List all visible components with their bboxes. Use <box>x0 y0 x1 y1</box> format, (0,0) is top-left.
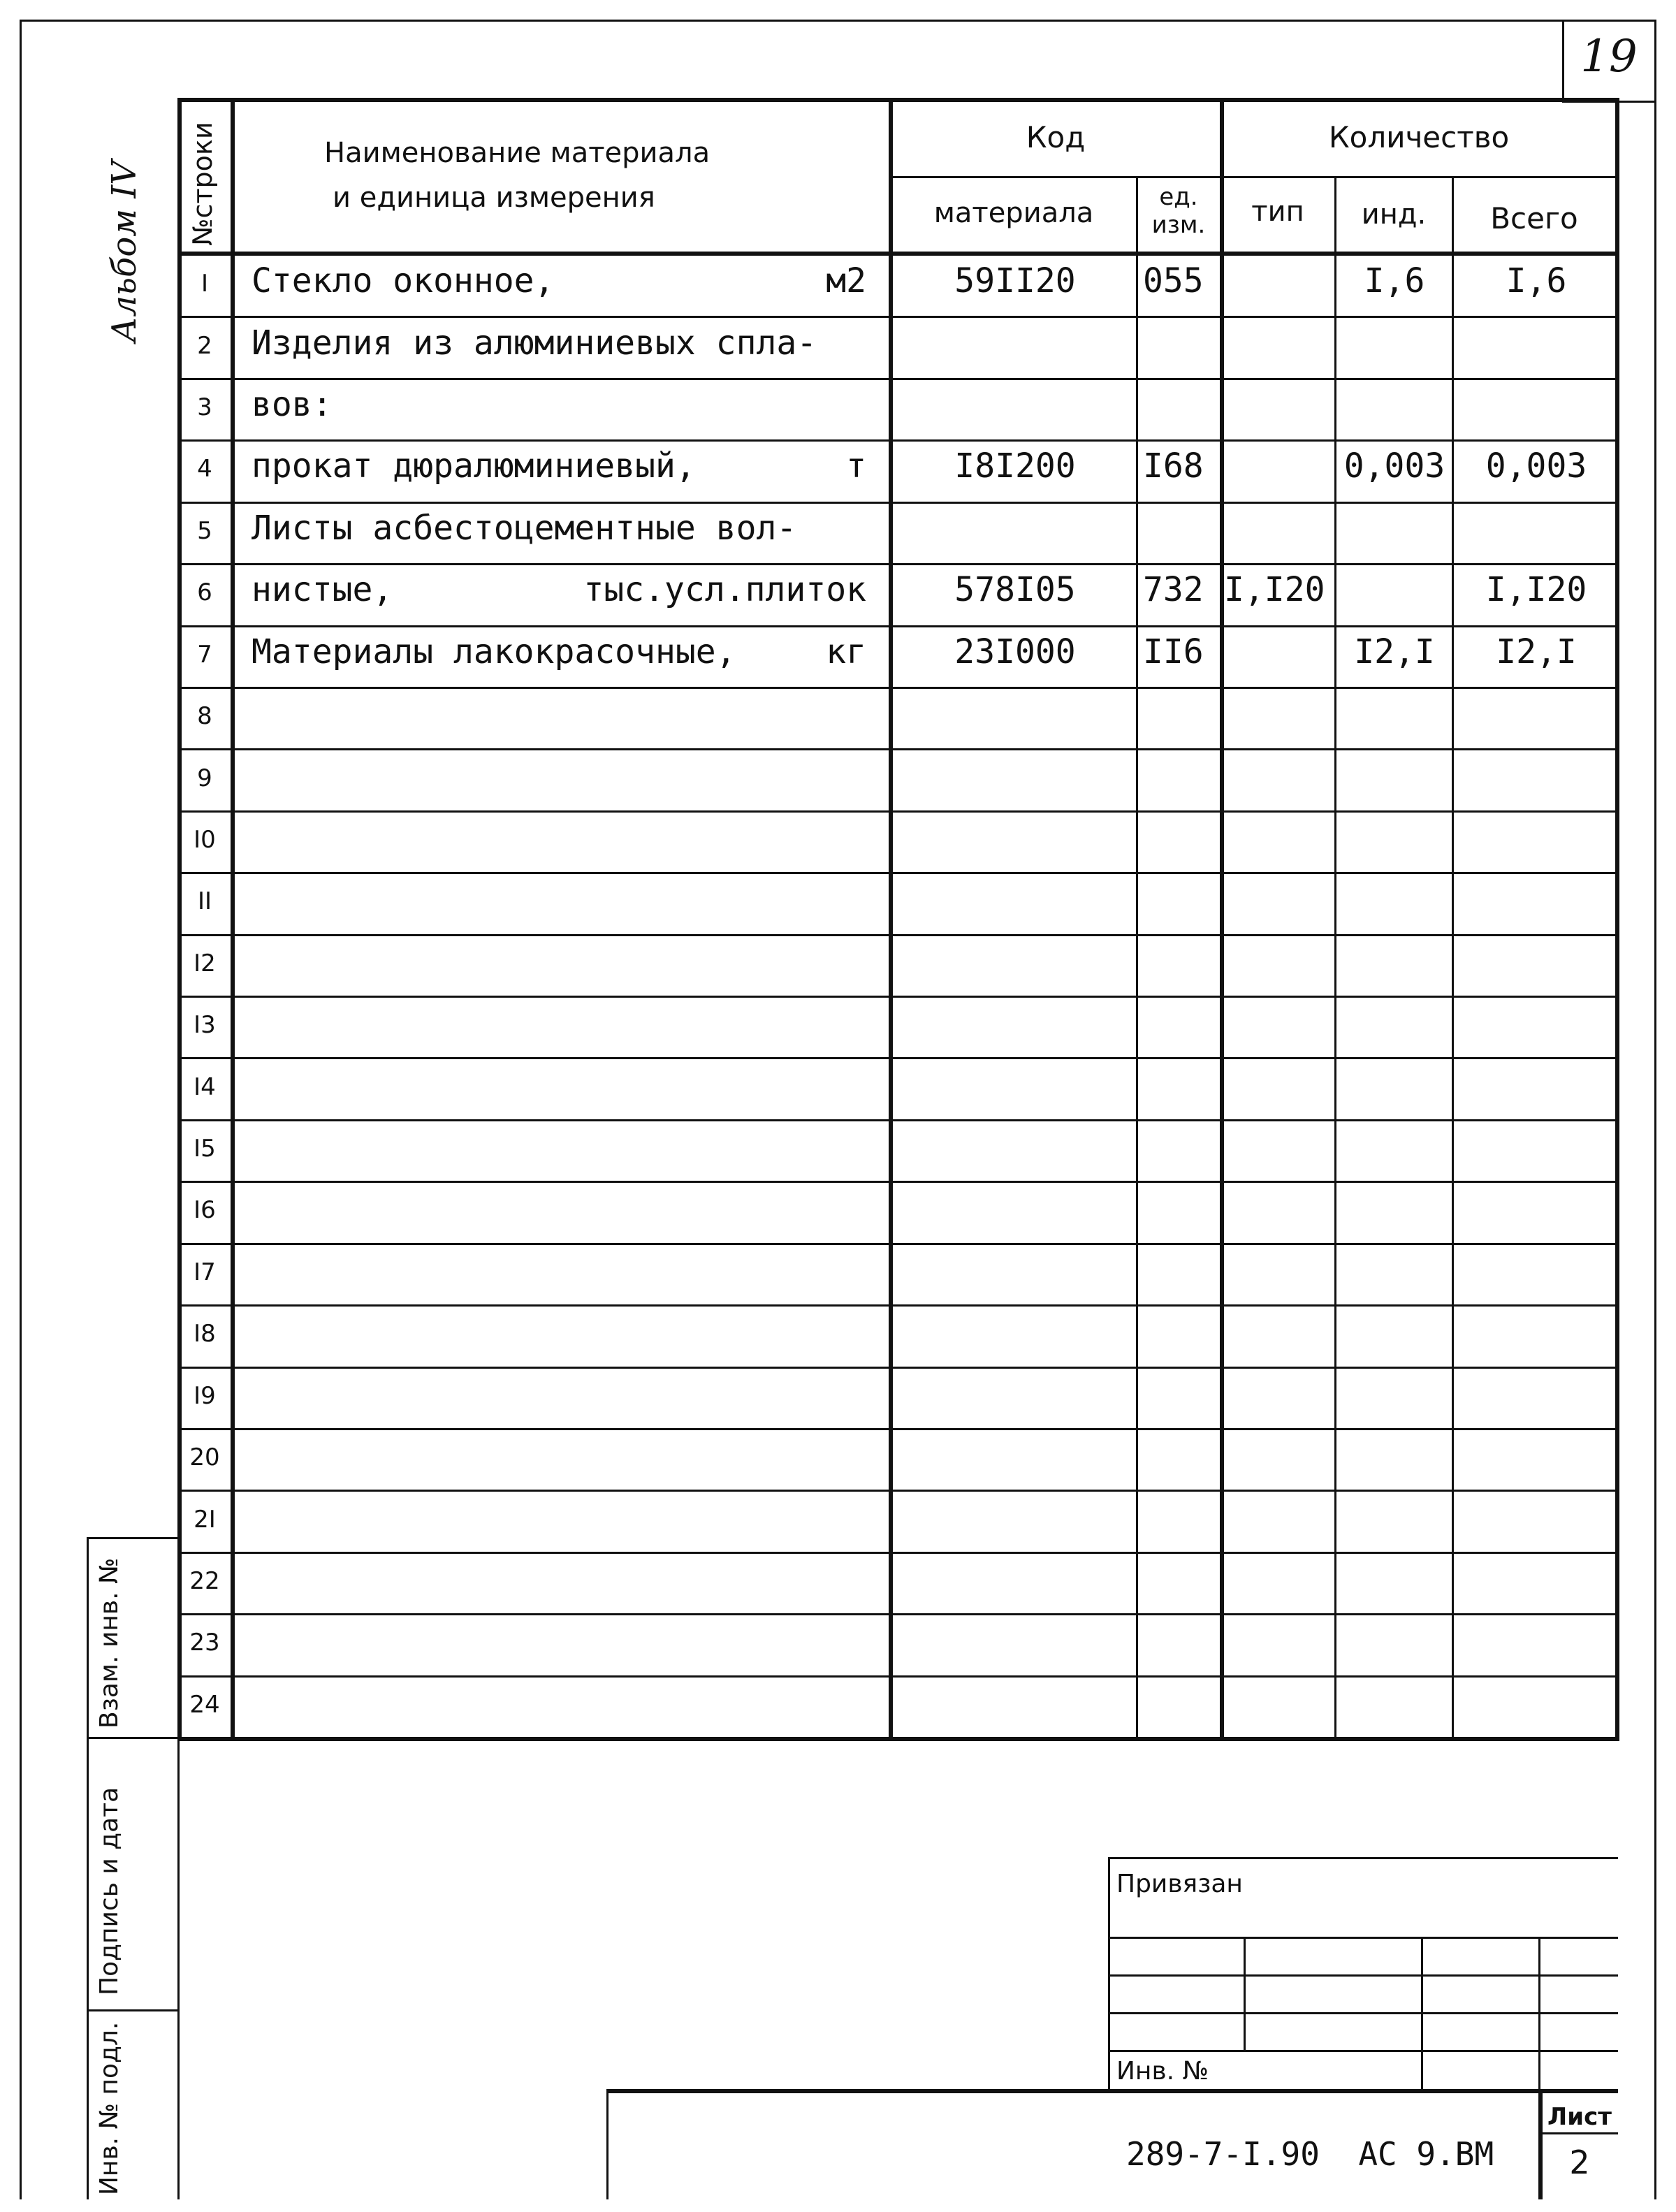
row-number: 23 <box>189 1629 220 1657</box>
col-divider-ind <box>1334 176 1336 1738</box>
row-number: I6 <box>194 1196 216 1224</box>
title-block-left <box>606 2089 609 2199</box>
row-separator <box>177 563 1618 565</box>
side-label-inv-orig: Инв. № подл. <box>95 2021 124 2195</box>
cell-total: 0,003 <box>1485 446 1587 486</box>
cell-total: I,6 <box>1506 261 1567 300</box>
cell-name: Материалы лакокрасочные, <box>252 632 736 671</box>
header-qty-type: тип <box>1251 196 1304 228</box>
cell-name: вов: <box>252 385 333 424</box>
row-number: I7 <box>194 1258 216 1286</box>
row-separator <box>177 934 1618 936</box>
header-unit-line1: ед. <box>1159 183 1198 211</box>
table-top-border <box>177 98 1619 102</box>
row-separator <box>177 687 1618 689</box>
cell-code: 578I05 <box>954 570 1076 609</box>
row-separator <box>177 502 1618 504</box>
stamp-row2 <box>1108 1974 1618 1977</box>
frame-left <box>20 20 22 2199</box>
row-number: I9 <box>194 1382 216 1410</box>
sheet-box-divider <box>1538 2132 1618 2134</box>
cell-code: 59II20 <box>954 261 1076 300</box>
row-number: 9 <box>197 764 212 792</box>
page-number: 19 <box>1580 31 1638 82</box>
row-number: 8 <box>197 702 212 730</box>
sheet-label: Лист <box>1547 2103 1612 2131</box>
cell-unit-code: II6 <box>1143 632 1204 671</box>
row-separator <box>177 810 1618 813</box>
row-separator <box>177 1367 1618 1369</box>
row-separator <box>177 1428 1618 1430</box>
album-note: Альбом IV <box>105 161 144 342</box>
row-number: 2I <box>194 1506 216 1534</box>
stamp-row1 <box>1108 1937 1618 1939</box>
row-separator <box>177 1490 1618 1492</box>
header-qty-total: Всего <box>1490 201 1578 235</box>
row-separator <box>177 1057 1618 1059</box>
row-separator <box>177 1304 1618 1307</box>
row-number: I8 <box>194 1320 216 1348</box>
header-name-line2: и единица измерения <box>333 182 655 214</box>
col-divider-unit <box>1136 176 1138 1738</box>
page-number-box-left <box>1562 20 1564 102</box>
frame-right <box>1654 20 1656 2199</box>
side-label-sign-date: Подпись и дата <box>95 1787 124 1995</box>
cell-unit: т <box>846 446 866 486</box>
sheet-number: 2 <box>1569 2144 1590 2181</box>
header-name-line1: Наименование материала <box>324 137 711 169</box>
stamp-col1 <box>1244 1937 1246 2050</box>
row-separator <box>177 748 1618 750</box>
row-separator <box>177 1119 1618 1121</box>
row-number: 4 <box>197 455 212 483</box>
stamp-linked-label: Привязан <box>1116 1870 1243 1898</box>
row-separator <box>177 1613 1618 1615</box>
row-number: I4 <box>194 1073 216 1101</box>
row-separator <box>177 439 1618 442</box>
row-number: I2 <box>194 949 216 977</box>
stamp-col2 <box>1421 1937 1423 2092</box>
row-number: 2 <box>197 332 212 360</box>
cell-unit: м2 <box>826 261 866 300</box>
cell-ind: I2,I <box>1354 632 1435 671</box>
cell-name: Изделия из алюминиевых спла- <box>252 323 817 363</box>
title-block-top <box>606 2089 1618 2093</box>
cell-name: прокат дюралюминиевый, <box>252 446 696 486</box>
header-qty-group: Количество <box>1328 120 1510 154</box>
header-code-group: Код <box>1026 120 1086 154</box>
stamp-row4 <box>1108 2050 1618 2052</box>
row-number: 20 <box>189 1443 220 1471</box>
row-number: 3 <box>197 393 212 421</box>
row-separator <box>177 378 1618 380</box>
table-bottom-border <box>177 1737 1619 1741</box>
table-right-border <box>1615 98 1619 1740</box>
row-separator <box>177 1243 1618 1245</box>
document-code: 289-7-I.90 АС 9.ВМ <box>1126 2135 1494 2173</box>
side-label-replace-inv: Взам. инв. № <box>95 1557 124 1729</box>
row-number: 22 <box>189 1567 220 1595</box>
row-separator <box>177 996 1618 998</box>
cell-unit: тыс.усл.плиток <box>583 570 866 609</box>
row-separator <box>177 1181 1618 1183</box>
cell-unit-code: 055 <box>1143 261 1204 300</box>
row-number: I3 <box>194 1011 216 1039</box>
binding-strip-right <box>177 1537 180 2199</box>
row-number: 24 <box>189 1691 220 1719</box>
header-row-no: №строки <box>187 122 218 246</box>
binding-strip-mid <box>87 1537 89 2199</box>
row-separator <box>177 316 1618 318</box>
binding-strip-top <box>87 1537 179 1539</box>
row-number: 6 <box>197 579 212 606</box>
stamp-top <box>1108 1857 1618 1859</box>
row-number: I0 <box>194 826 216 854</box>
header-qty-ind: инд. <box>1361 198 1427 231</box>
row-number: 7 <box>197 641 212 669</box>
cell-code: 23I000 <box>954 632 1076 671</box>
header-subdivider <box>889 176 1618 178</box>
row-number: II <box>197 887 212 915</box>
cell-code: I8I200 <box>954 446 1076 486</box>
binding-strip-sep2 <box>87 2009 179 2011</box>
cell-name: Стекло оконное, <box>252 261 555 300</box>
frame-top <box>20 20 1656 22</box>
stamp-row3 <box>1108 2012 1618 2014</box>
cell-ind: 0,003 <box>1343 446 1445 486</box>
stamp-inv-label: Инв. № <box>1116 2057 1209 2086</box>
cell-unit-code: 732 <box>1143 570 1204 609</box>
cell-unit: кг <box>826 632 866 671</box>
col-divider-type <box>1220 98 1224 1740</box>
stamp-col3 <box>1538 1937 1540 2092</box>
row-separator <box>177 872 1618 874</box>
col-divider-name <box>231 98 235 1740</box>
header-unit-line2: изм. <box>1151 211 1206 239</box>
cell-total: I2,I <box>1496 632 1577 671</box>
row-number: I <box>201 270 209 298</box>
row-separator <box>177 1675 1618 1678</box>
cell-ind: I,6 <box>1364 261 1425 300</box>
row-separator <box>177 625 1618 627</box>
cell-name: нистые, <box>252 570 393 609</box>
col-divider-total <box>1452 176 1454 1738</box>
row-number: 5 <box>197 517 212 545</box>
row-number: I5 <box>194 1135 216 1163</box>
header-bottom-border <box>177 252 1619 256</box>
col-divider-code <box>889 98 893 1740</box>
binding-strip-sep1 <box>87 1737 179 1739</box>
cell-unit-code: I68 <box>1143 446 1204 486</box>
cell-type: I,I20 <box>1224 570 1325 609</box>
row-separator <box>177 1552 1618 1554</box>
cell-name: Листы асбестоцементные вол- <box>252 509 797 548</box>
cell-total: I,I20 <box>1485 570 1587 609</box>
header-code-material: материала <box>933 197 1094 229</box>
